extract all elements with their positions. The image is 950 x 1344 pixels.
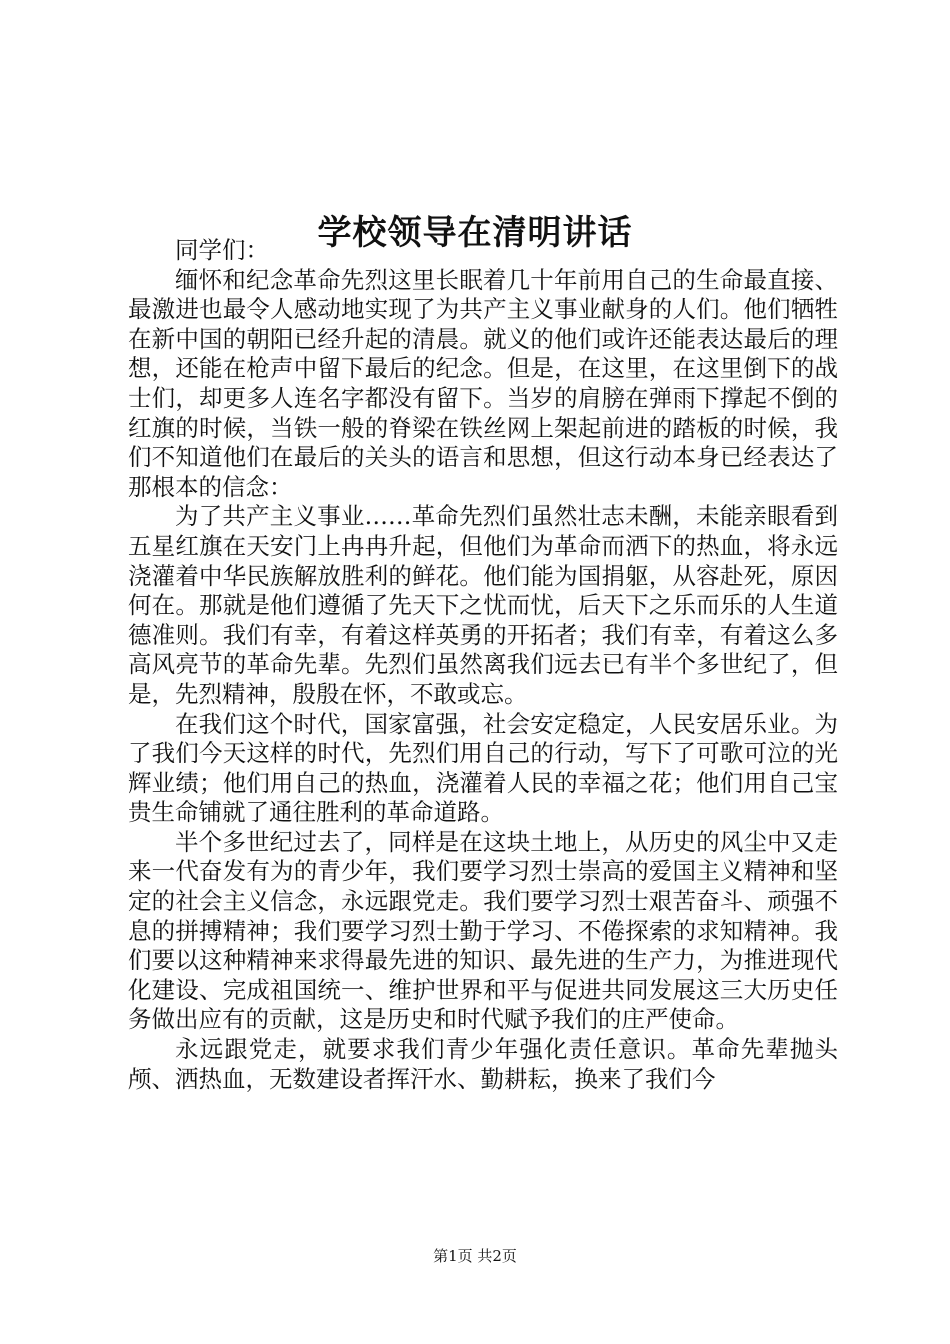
body-paragraph: 永远跟党走，就要求我们青少年强化责任意识。革命先辈抛头颅、洒热血，无数建设者挥汗水、勤耕耘，换来了我们今 <box>128 1035 838 1093</box>
body-paragraph: 在我们这个时代，国家富强，社会安定稳定，人民安居乐业。为了我们今天这样的时代，先烈们用自己的行动，写下了可歌可泣的光辉业绩；他们用自己的热血，浇灌着人民的幸福之花；他们用自己宝贵生命铺就了通往胜利的革命道路。 <box>128 709 838 827</box>
page-footer: 第1页 共2页 <box>433 1247 517 1265</box>
document-title: 学校领导在清明讲话 <box>317 212 633 253</box>
document-body <box>128 236 838 1094</box>
greeting-paragraph: 同学们： <box>175 236 269 264</box>
body-paragraph: 缅怀和纪念革命先烈这里长眠着几十年前用自己的生命最直接、最激进也最令人感动地实现了为共产主义事业献身的人们。他们牺牲在新中国的朝阳已经升起的清晨。就义的他们或许还能表达最后的理想，还能在枪声中留下最后的纪念。但是，在这里，在这里倒下的战士们，却更多人连名字都没有留下。当岁的肩膀在弹雨下撑起不倒的红旗的时候，当铁一般的脊梁在铁丝网上架起前进的踏板的时候，我们不知道他们在最后的关头的语言和思想，但这行动本身已经表达了那根本的信念： <box>128 265 838 501</box>
body-paragraph: 为了共产主义事业……革命先烈们虽然壮志未酬，未能亲眼看到五星红旗在天安门上冉冉升起，但他们为革命而洒下的热血，将永远浇灌着中华民族解放胜利的鲜花。他们能为国捐躯，从容赴死，原因何在。那就是他们遵循了先天下之忧而忧，后天下之乐而乐的人生道德准则。我们有幸，有着这样英勇的开拓者；我们有幸，有着这么多高风亮节的革命先辈。先烈们虽然离我们远去已有半个多世纪了，但是，先烈精神，殷殷在怀，不敢或忘。 <box>128 502 838 708</box>
body-paragraph: 半个多世纪过去了，同样是在这块土地上，从历史的风尘中又走来一代奋发有为的青少年，我们要学习烈士崇高的爱国主义精神和坚定的社会主义信念，永远跟党走。我们要学习烈士艰苦奋斗、顽强不息的拼搏精神；我们要学习烈士勤于学习、不倦探索的求知精神。我们要以这种精神来求得最先进的知识、最先进的生产力，为推进现代化建设、完成祖国统一、维护世界和平与促进共同发展这三大历史任务做出应有的贡献，这是历史和时代赋予我们的庄严使命。 <box>128 827 838 1034</box>
